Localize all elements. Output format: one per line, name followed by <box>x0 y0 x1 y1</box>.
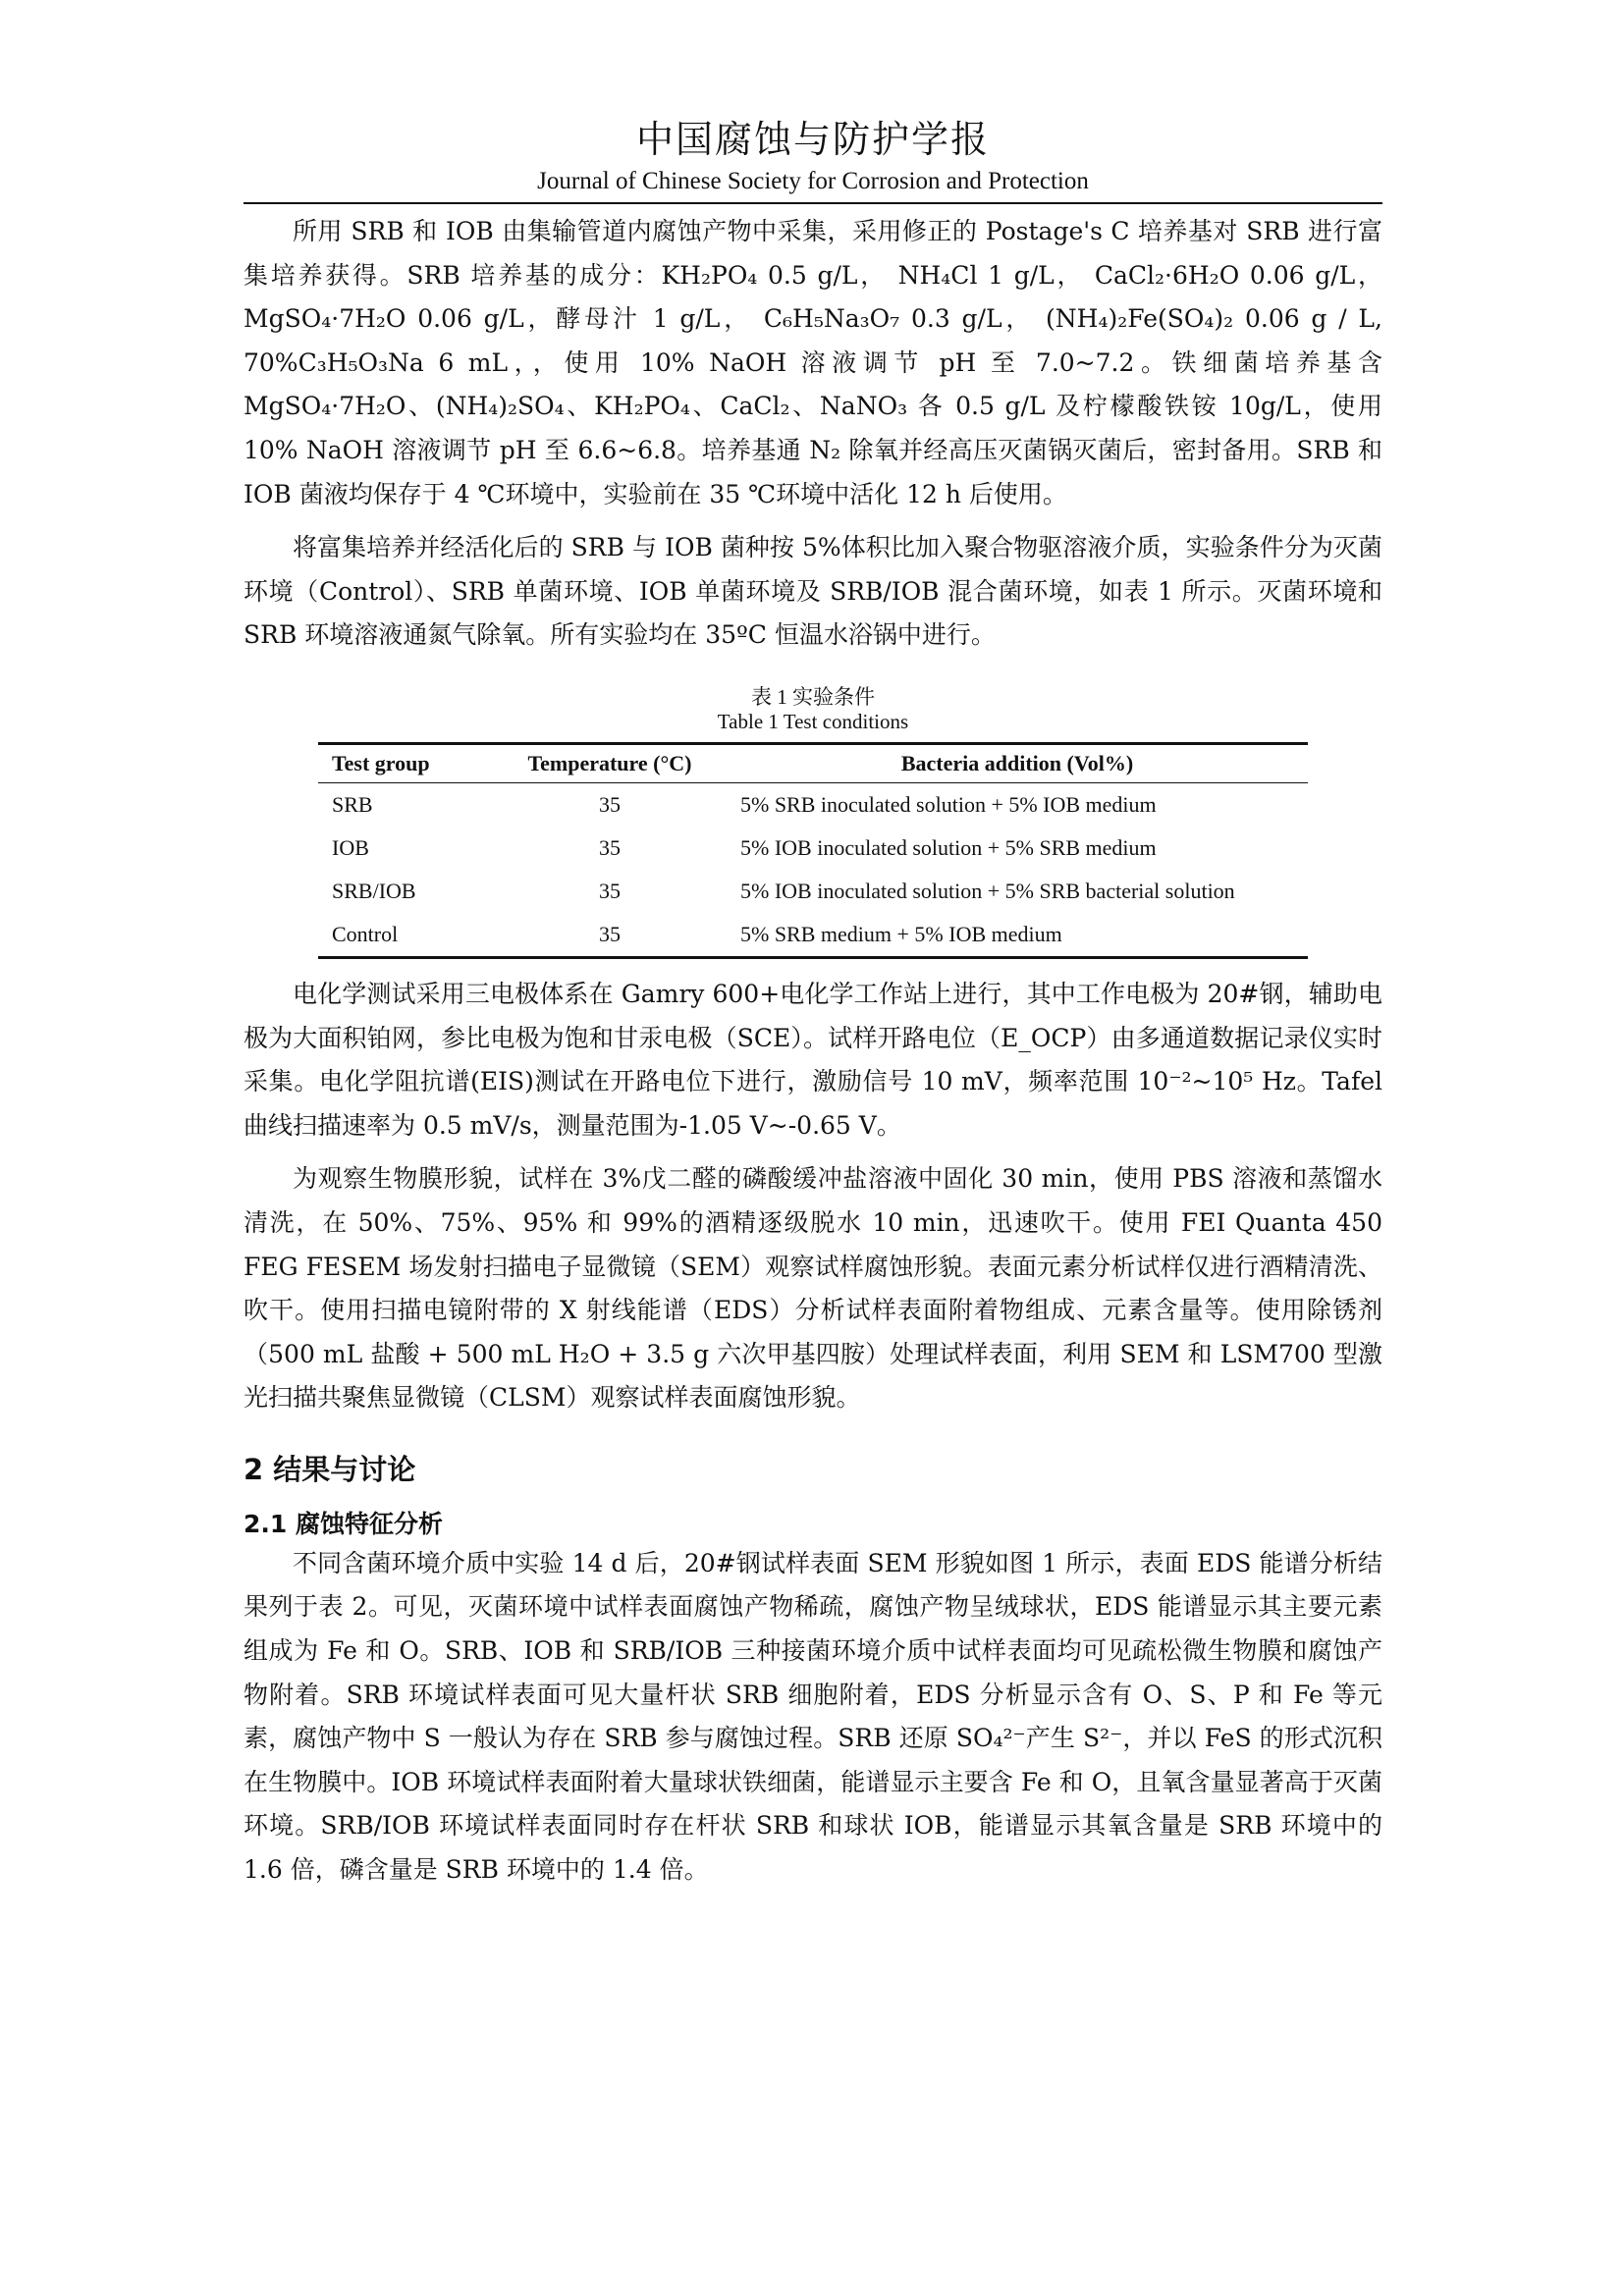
paper-body <box>244 210 1382 1893</box>
table-row <box>318 827 1308 870</box>
table-cell: 35 <box>599 878 621 903</box>
paragraph-test-conditions: 将富集培养并经活化后的 SRB 与 IOB 菌种按 5%体积比加入聚合物驱溶液介质，实验条件分为灭菌环境（Control）、SRB 单菌环境、IOB 单菌环境及 SRB/IOB 混合菌环境，如表 1 所示。灭菌环境和 SRB 环境溶液通氮气除氧。所有实验均在 35ºC 恒温水浴锅中进行。 <box>244 533 1382 650</box>
journal-title-cn: 中国腐蚀与防护学报 <box>635 118 990 161</box>
table-row <box>318 870 1308 913</box>
table-cell: 5% SRB medium + 5% IOB medium <box>727 913 1308 958</box>
section-heading-results: 2 结果与讨论 <box>244 1452 416 1486</box>
table-caption-en: Table 1 Test conditions <box>717 709 909 733</box>
paragraph-corrosion-analysis: 不同含菌环境介质中实验 14 d 后，20#钢试样表面 SEM 形貌如图 1 所示，表面 EDS 能谱分析结果列于表 2。可见，灭菌环境中试样表面腐蚀产物稀疏，腐蚀产物呈绒球状，EDS 能谱显示其主要元素组成为 Fe 和 O。SRB、IOB 和 SRB/IOB 三种接菌环境介质中试样表面均可见疏松微生物膜和腐蚀产物附着。SRB 环境试样表面可见大量杆状 SRB 细胞附着，EDS 分析显示含有 O、S、P 和 Fe 等元素，腐蚀产物中 S 一般认为存在 SRB 参与腐蚀过程。SRB 还原 SO₄²⁻产生 S²⁻，并以 FeS 的形式沉积在生物膜中。IOB 环境试样表面附着大量球状铁细菌，能谱显示主要含 Fe 和 O，且氧含量显著高于灭菌环境。SRB/IOB 环境试样表面同时存在杆状 SRB 和球状 IOB，能谱显示其氧含量是 SRB 环境中的 1.6 倍，磷含量是 SRB 环境中的 1.4 倍。 <box>244 1548 1382 1885</box>
table-cell: 35 <box>493 913 727 958</box>
subsection-heading-corrosion: 2.1 腐蚀特征分析 <box>244 1509 443 1538</box>
methods-block <box>244 973 1382 1420</box>
table-header-row <box>318 743 1308 782</box>
table-cell: 5% SRB inoculated solution + 5% IOB medium <box>740 791 1157 817</box>
table-cell: SRB/IOB <box>332 878 416 903</box>
header-rule <box>244 202 1382 204</box>
table-header-cell: Test group <box>318 743 493 782</box>
table-header-cell: Bacteria addition (Vol%) <box>727 743 1308 782</box>
table-row <box>318 913 1308 958</box>
table-header-cell: Temperature (°C) <box>493 743 727 782</box>
table-caption-cn: 表 1 实验条件 <box>751 684 875 709</box>
journal-title-en: Journal of Chinese Society for Corrosion and Protection <box>537 168 1089 194</box>
table-cell: 5% IOB inoculated solution + 5% SRB medium <box>740 834 1157 860</box>
table-cell: 5% IOB inoculated solution + 5% SRB bacterial solution <box>740 878 1235 903</box>
journal-header <box>244 116 1382 196</box>
table-cell: Control <box>318 913 493 958</box>
table-cell: IOB <box>332 834 369 860</box>
paragraph-culture-media: 所用 SRB 和 IOB 由集输管道内腐蚀产物中采集，采用修正的 Postage's C 培养基对 SRB 进行富集培养获得。SRB 培养基的成分：KH₂PO₄ 0.5 g/L， NH₄Cl 1 g/L， CaCl₂·6H₂O 0.06 g/L， MgSO₄·7H₂O 0.06 g/L，酵母汁 1 g/L， C₆H₅Na₃O₇ 0.3 g/L， (NH₄)₂Fe(SO₄)₂ 0.06 g / L, 70%C₃H₅O₃Na 6 mL，，使用 10% NaOH 溶液调节 pH 至 7.0~7.2。铁细菌培养基含 MgSO₄·7H₂O、(NH₄)₂SO₄、KH₂PO₄、CaCl₂、NaNO₃ 各 0.5 g/L 及柠檬酸铁铵 10g/L，使用 10% NaOH 溶液调节 pH 至 6.6~6.8。培养基通 N₂ 除氧并经高压灭菌锅灭菌后，密封备用。SRB 和 IOB 菌液均保存于 4 ℃环境中，实验前在 35 ℃环境中活化 12 h 后使用。 <box>244 217 1382 508</box>
table-cell: 35 <box>599 791 621 817</box>
table-cell: SRB <box>332 791 373 817</box>
table-row <box>318 782 1308 827</box>
paragraph-biofilm-observation: 为观察生物膜形貌，试样在 3%戊二醛的磷酸缓冲盐溶液中固化 30 min，使用 PBS 溶液和蒸馏水清洗，在 50%、75%、95% 和 99%的酒精逐级脱水 10 min，迅速吹干。使用 FEI Quanta 450 FEG FESEM 场发射扫描电子显微镜（SEM）观察试样腐蚀形貌。表面元素分析试样仅进行酒精清洗、吹干。使用扫描电镜附带的 X 射线能谱（EDS）分析试样表面附着物组成、元素含量等。使用除锈剂（500 mL 盐酸 + 500 mL H₂O + 3.5 g 六次甲基四胺）处理试样表面，利用 SEM 和 LSM700 型激光扫描共聚焦显微镜（CLSM）观察试样表面腐蚀形貌。 <box>244 1164 1382 1413</box>
table-cell: 35 <box>599 834 621 860</box>
paragraph-electrochemical-test: 电化学测试采用三电极体系在 Gamry 600+电化学工作站上进行，其中工作电极为 20#钢，辅助电极为大面积铂网，参比电极为饱和甘汞电极（SCE）。试样开路电位（E_OCP）由多通道数据记录仪实时采集。电化学阻抗谱(EIS)测试在开路电位下进行，激励信号 10 mV，频率范围 10⁻²~10⁵ Hz。Tafel 曲线扫描速率为 0.5 mV/s，测量范围为-1.05 V~-0.65 V。 <box>244 979 1382 1140</box>
test-conditions-table <box>318 742 1308 959</box>
